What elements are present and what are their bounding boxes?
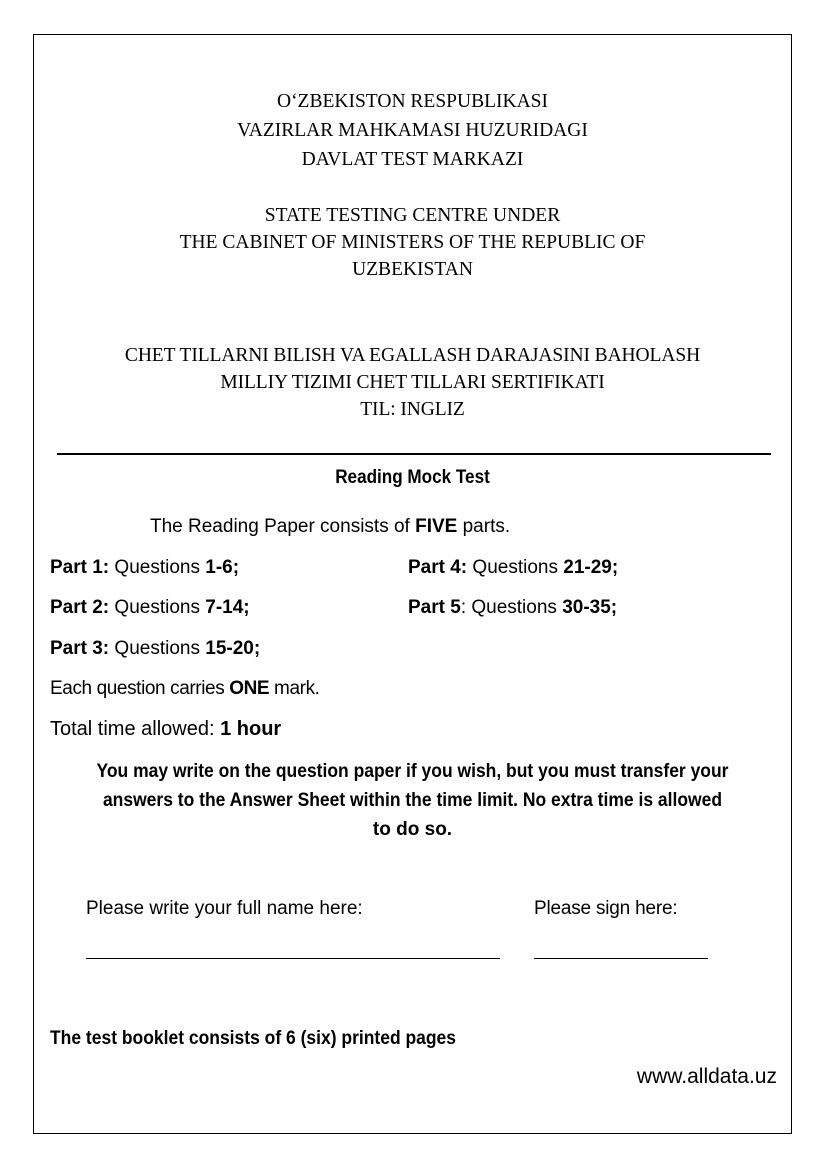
english-header-line: STATE TESTING CENTRE UNDER [264, 205, 561, 226]
certificate-header-line: CHET TILLARNI BILISH VA EGALLASH DARAJASINI BAHOLASH [124, 345, 701, 366]
instructions-warning [34, 757, 791, 844]
signature-field[interactable] [534, 958, 708, 959]
part-text: : Questions [460, 597, 563, 618]
signature-label: Please sign here: [534, 898, 678, 919]
part-text: Questions [109, 557, 206, 578]
part-3-info [50, 638, 260, 660]
uzbek-header-line: O‘ZBEKISTON RESPUBLIKASI [276, 91, 549, 112]
uzbek-header-line: VAZIRLAR MAHKAMASI HUZURIDAGI [237, 120, 588, 141]
warning-line: answers to the Answer Sheet within the time limit. No extra time is allowed [102, 790, 723, 811]
part-range: 1-6; [205, 557, 240, 578]
test-title: Reading Mock Test [335, 467, 490, 488]
full-name-field[interactable] [86, 958, 500, 959]
part-4-info [408, 557, 618, 579]
parts-count: FIVE [415, 516, 458, 537]
part-label: Part 3: [50, 638, 110, 659]
mark-prefix: Each question carries [50, 678, 230, 699]
printed-pages-note: The test booklet consists of 6 (six) printed pages [50, 1028, 457, 1049]
part-range: 21-29; [563, 557, 619, 578]
parts-statement-suffix: parts. [457, 516, 511, 537]
part-text: Questions [109, 638, 206, 659]
part-range: 15-20; [205, 638, 261, 659]
full-name-label: Please write your full name here: [86, 898, 363, 919]
warning-line: to do so. [372, 819, 453, 840]
english-header-line: UZBEKISTAN [352, 259, 473, 280]
parts-statement-prefix: The Reading Paper consists of [150, 516, 416, 537]
part-label: Part 5 [408, 597, 461, 618]
part-label: Part 2: [50, 597, 110, 618]
header-divider [57, 453, 771, 455]
certificate-header-line: MILLIY TIZIMI CHET TILLARI SERTIFIKATI [220, 372, 605, 393]
mark-statement [50, 678, 320, 700]
part-label: Part 1: [50, 557, 110, 578]
time-allowed [50, 718, 281, 741]
english-header-line: THE CABINET OF MINISTERS OF THE REPUBLIC OF [179, 232, 646, 253]
certificate-header [34, 342, 791, 423]
uzbek-header [34, 87, 791, 174]
certificate-header-line: TIL: INGLIZ [360, 399, 465, 420]
part-text: Questions [109, 597, 206, 618]
website-link[interactable]: www.alldata.uz [636, 1065, 777, 1088]
part-2-info [50, 597, 250, 619]
english-header [34, 202, 791, 283]
warning-line: You may write on the question paper if you wish, but you must transfer your [96, 761, 729, 782]
mark-suffix: mark. [269, 678, 320, 699]
document-frame [33, 34, 792, 1134]
part-range: 30-35; [562, 597, 618, 618]
time-value: 1 hour [220, 718, 282, 740]
part-5-info [408, 597, 617, 619]
part-range: 7-14; [205, 597, 250, 618]
mark-value: ONE [229, 678, 270, 699]
paper-parts-statement [150, 516, 510, 538]
part-1-info [50, 557, 239, 579]
part-label: Part 4: [408, 557, 468, 578]
uzbek-header-line: DAVLAT TEST MARKAZI [301, 149, 524, 170]
time-prefix: Total time allowed: [50, 718, 221, 740]
part-text: Questions [467, 557, 564, 578]
